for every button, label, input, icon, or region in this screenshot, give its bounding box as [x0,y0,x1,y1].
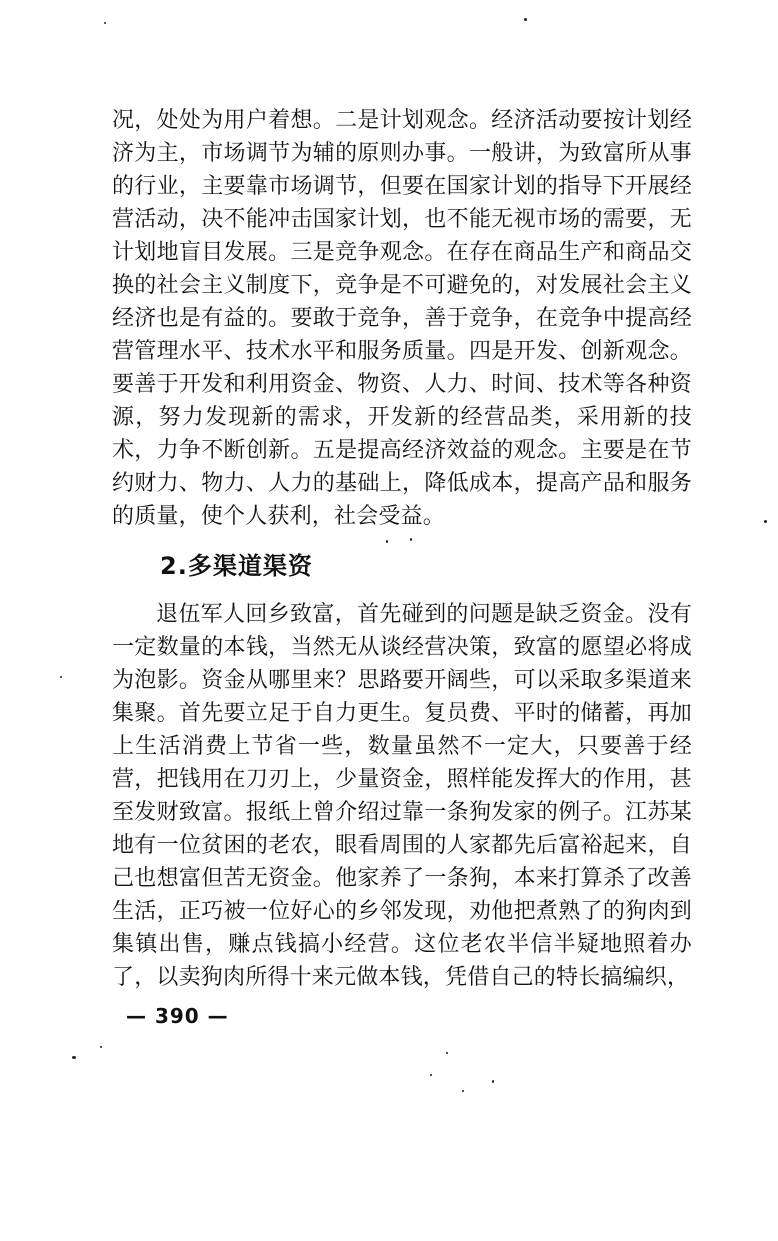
scan-speck [72,1056,76,1059]
body-paragraph-2: 退伍军人回乡致富，首先碰到的问题是缺乏资金。没有一定数量的本钱，当然无从谈经营决策，致富的愿望必将成为泡影。资金从哪里来？思路要开阔些，可以采取多渠道来集聚。首先要立足于自力更生。复员费、平时的储蓄，再加上生活消费上节省一些，数量虽然不一定大，只要善于经营，把钱用在刀刃上，少量资金，照样能发挥大的作用，甚至发财致富。报纸上曾介绍过靠一条狗发家的例子。江苏某地有一位贫困的老农，眼看周围的人家都先后富裕起来，自己也想富但苦无资金。他家养了一条狗，本来打算杀了改善生活，正巧被一位好心的乡邻发现，劝他把煮熟了的狗肉到集镇出售，赚点钱搞小经营。这位老农半信半疑地照着办了，以卖狗肉所得十来元做本钱，凭借自己的特长搞编织， [112,602,692,990]
body-paragraph-1: 况，处处为用户着想。二是计划观念。经济活动要按计划经济为主，市场调节为辅的原则办事。一般讲，为致富所从事的行业，主要靠市场调节，但要在国家计划的指导下开展经营活动，决不能冲击国家计划，也不能无视市场的需要，无计划地盲目发展。三是竞争观念。在存在商品生产和商品交换的社会主义制度下，竞争是不可避免的，对发展社会主义经济也是有益的。要敢于竞争，善于竞争，在竞争中提高经营管理水平、技术水平和服务质量。四是开发、创新观念。要善于开发和利用资金、物资、人力、时间、技术等各种资源，努力发现新的需求，开发新的经营品类，采用新的技术，力争不断创新。五是提高经济效益的观念。主要是在节约财力、物力、人力的基础上，降低成本，提高产品和服务的质量，使个人获利，社会受益。 [112,108,692,529]
scan-speck [446,1052,448,1054]
scan-speck [462,1090,464,1092]
scan-speck [104,22,106,24]
scan-speck [524,18,527,21]
scan-speck [100,1046,102,1048]
section-heading: 2.多渠道渠资 [160,552,313,580]
scan-speck [60,676,62,678]
scan-speck [764,520,767,523]
page-number: — 390 — [126,1004,229,1028]
scan-speck [410,538,412,541]
scan-speck [492,1080,494,1083]
scan-speck [430,1074,432,1076]
scan-speck [386,540,388,543]
